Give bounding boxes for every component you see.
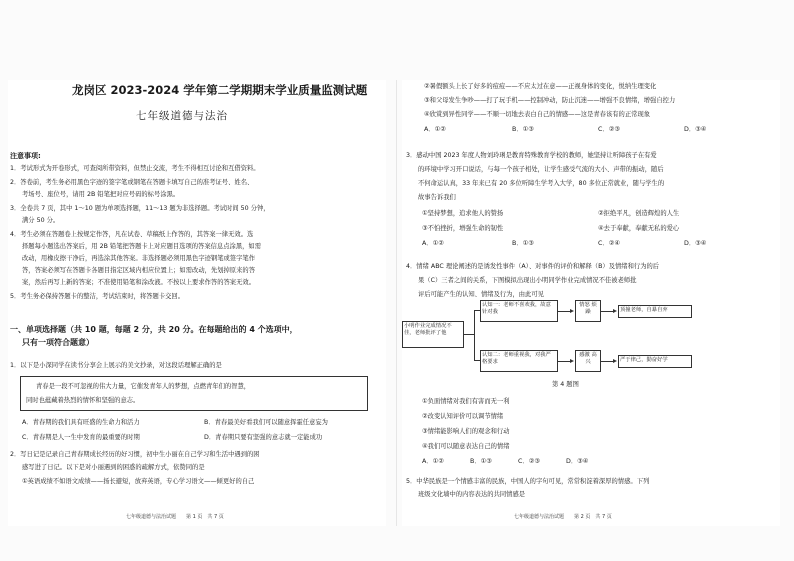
page-footer: 七年级道德与法治试题 第 1 页 共 7 页 bbox=[126, 514, 224, 520]
diagram-event-box: 小明作业完成情况不佳，老师批评了他 bbox=[402, 321, 464, 348]
q1-option-d[interactable]: D．青春期只要有坚强的意志就一定能成功 bbox=[204, 434, 323, 441]
diagram-cognition-2: 认知二：老师重视我，对我严格要求 bbox=[480, 350, 558, 372]
section-heading-cont: 只有一项符合题意） bbox=[22, 338, 94, 347]
diagram-arrow-line bbox=[558, 361, 570, 362]
exam-title: 龙岗区 2023-2024 学年第二学期期末学业质量监测试题 bbox=[72, 83, 368, 97]
notice-title: 注意事项: bbox=[10, 152, 41, 160]
q1-quote-line: 青春是一段不可忽视的伟大力量，它催发青年人的梦想，点燃青年们的智慧， bbox=[36, 383, 251, 390]
diagram-arrow-line bbox=[601, 311, 613, 312]
q3-option-d[interactable]: D．③④ bbox=[684, 240, 707, 247]
notice-line: 2．答卷前，考生务必用黑色字迹的签字笔或钢笔在答题卡填写自己的准考证号、姓名、 bbox=[10, 179, 254, 186]
q4-stem-cont: 评后可能产生的认知、情绪及行为，由此可见 bbox=[418, 291, 544, 298]
page-footer: 七年级道德与法治试题 第 2 页 共 7 页 bbox=[514, 514, 612, 520]
notice-line: 1．考试形式为开卷形式，可查阅所带资料，但禁止交流，考生不得相互讨论和互借资料。 bbox=[10, 165, 260, 172]
notice-line: 改动，用橡皮擦干净后，再选涂其他答案。非选择题必须用黑色字迹钢笔或签字笔作 bbox=[22, 255, 255, 262]
q5-stem-cont: 班级文化墙中的内容表达的共同情感是 bbox=[418, 491, 526, 498]
q2-stem-cont: 感写进了日记。以下是对小丽遇到的困惑的疏解方式，依赞同的是 bbox=[22, 464, 205, 471]
q2-option-a[interactable]: A．①② bbox=[424, 126, 446, 133]
exam-subtitle: 七年级道德与法治 bbox=[136, 110, 228, 122]
q4-stem-cont: 果（C）三者之间的关系，下图模拟出现出小明同学作业完成情况不佳被老师批 bbox=[418, 277, 637, 284]
arrow-right-icon bbox=[570, 359, 574, 363]
q3-item: ③不怕挫折，增强生命的韧性 bbox=[422, 225, 504, 232]
notice-line: 择题每小题选出答案后，用 2B 铅笔把答题卡上对应题目选项的答案信息点涂黑，如需 bbox=[22, 243, 262, 250]
q5-stem: 5．中华民族是一个情感丰富的民族，中国人的字句可见，常常积淀着深厚的情感。下列 bbox=[406, 478, 650, 485]
q3-stem-cont: 的环境中学习开口说话，与每一个孩子相处，让学生感受气流的大小、声带的振动，随后 bbox=[418, 166, 664, 173]
q4-item: ④我们可以随意表达自己的情绪 bbox=[422, 443, 510, 450]
q4-option-d[interactable]: D．③④ bbox=[566, 458, 589, 465]
diagram-connector bbox=[474, 310, 475, 360]
q3-item: ②拒绝平凡，创造辉煌的人生 bbox=[598, 210, 680, 217]
diagram-behavior-1: 顶撞老师，自暴自弃 bbox=[618, 305, 692, 318]
notice-line: 案，然后再写上新的答案；不准使用铅笔和涂改液。不按以上要求作答的答案无效。 bbox=[22, 279, 255, 286]
diagram-arrow-line bbox=[558, 311, 570, 312]
arrow-right-icon bbox=[570, 309, 574, 313]
q3-stem-cont: 不何命运认真，33 年来已有 20 多位听障生学考入大学，80 多位正常就业，随与学生的 bbox=[418, 180, 665, 187]
diagram-behavior-2: 严于律己，勤奋好学 bbox=[618, 355, 692, 368]
q1-option-b[interactable]: B．青春最美好看我们可以随意挥霍任意妄为 bbox=[204, 419, 328, 426]
q1-stem: 1．以下是小深同学在读书分享会上展示的美文抄录，对这段话理解正确的是 bbox=[10, 362, 222, 369]
diagram-caption: 第 4 题图 bbox=[552, 381, 579, 388]
diagram-connector bbox=[464, 334, 474, 335]
exam-page-2 bbox=[402, 80, 780, 526]
q2-item: ①英语成绩不如语文成绩——扬长避短，放弃英语，专心学习语文——倾更好的自己 bbox=[22, 478, 255, 485]
q3-option-c[interactable]: C．②④ bbox=[598, 240, 620, 247]
q3-stem-cont: 故事告诉我们 bbox=[418, 194, 456, 201]
q4-item: ②改变认知评价可以调节情绪 bbox=[422, 413, 504, 420]
notice-line: 满分 50 分。 bbox=[22, 217, 60, 224]
arrow-right-icon bbox=[613, 309, 617, 313]
q4-stem: 4．情绪 ABC 理论阐述的是诱发性事件（A）、对事件的评价和解释（B）及情绪和行为的后 bbox=[406, 263, 660, 270]
q2-item: ③和父母发生争吵——打了玩手机——控制冲动，防止沉迷——增强不良情绪，增强自控力 bbox=[424, 97, 676, 104]
notice-line: 答，答案必须写在答题卡各题目指定区域内相应位置上；如需改动，先划掉原来的答 bbox=[22, 267, 255, 274]
q4-option-b[interactable]: B．①③ bbox=[470, 458, 492, 465]
q1-quote-box bbox=[20, 376, 368, 411]
q3-option-b[interactable]: B．①③ bbox=[512, 240, 534, 247]
diagram-emotion-1: 情怒 烦躁 bbox=[575, 300, 601, 322]
q4-item: ③情绪能影响人们的观念和行动 bbox=[422, 428, 510, 435]
q2-option-b[interactable]: B．①③ bbox=[512, 126, 534, 133]
q1-option-c[interactable]: C．青春期是人一生中发育的最重要的时期 bbox=[22, 434, 140, 441]
arrow-right-icon bbox=[613, 359, 617, 363]
section-heading: 一、单项选择题（共 10 题，每题 2 分，共 20 分。在每题给出的 4 个选项中， bbox=[10, 325, 298, 334]
q2-item: ④欣赏到异性同学——不顺一切地去表白自己的情感——这是青春该有的正常现象 bbox=[424, 111, 651, 118]
page-fold-divider bbox=[396, 80, 397, 526]
q2-item: ②暑假额头上长了好多的痘痘——不应太过在意——正视身体的变化，悦纳生理变化 bbox=[424, 83, 657, 90]
diagram-cognition-1: 认知一：老师不喜欢我，故意针对我 bbox=[480, 300, 558, 322]
q3-item: ①坚持梦想，追求他人的赞扬 bbox=[422, 210, 504, 217]
notice-line: 3．全卷共 7 页，其中 1～10 题为单项选择题，11～13 题为非选择题。考试时间 50 分钟， bbox=[10, 205, 270, 212]
diagram-emotion-2: 感激 高兴 bbox=[575, 350, 601, 372]
q4-option-a[interactable]: A．①② bbox=[422, 458, 444, 465]
q1-quote-line: 同时也蕴藏着热烈的情怀和坚强的意志。 bbox=[26, 397, 140, 404]
q4-option-c[interactable]: C．②③ bbox=[518, 458, 540, 465]
diagram-arrow-line bbox=[601, 361, 613, 362]
q3-item: ④去于奉献，奉献无私的爱心 bbox=[598, 225, 680, 232]
notice-line: 4．考生必须在答题卷上按规定作答，凡在试卷、草稿纸上作答的，其答案一律无效。选 bbox=[10, 231, 254, 238]
q2-option-d[interactable]: D．③④ bbox=[684, 126, 707, 133]
exam-page-1 bbox=[8, 80, 386, 526]
notice-line: 5．考生务必保持答题卡的整洁，考试结束时，将答题卡交回。 bbox=[10, 293, 185, 300]
q4-item: ①负面情绪对我们有害而无一利 bbox=[422, 398, 510, 405]
q2-stem: 2．写日记是记录自己青春期成长经历的好习惯，初中生小丽在自己学习和生活中遇到的困 bbox=[10, 451, 260, 458]
q2-option-c[interactable]: C．②③ bbox=[598, 126, 620, 133]
q1-option-a[interactable]: A．青春期的我们具有旺盛的生命力和活力 bbox=[22, 419, 140, 426]
notice-line: 考场号、座位号，请用 2B 铅笔把对应号码的标号涂黑。 bbox=[22, 191, 180, 198]
q3-stem: 3．感动中国 2023 年度人物刘玲琍是教育特殊教育学校的教师，她坚持让听障孩子在有爱 bbox=[406, 152, 657, 159]
q3-option-a[interactable]: A．①② bbox=[422, 240, 444, 247]
